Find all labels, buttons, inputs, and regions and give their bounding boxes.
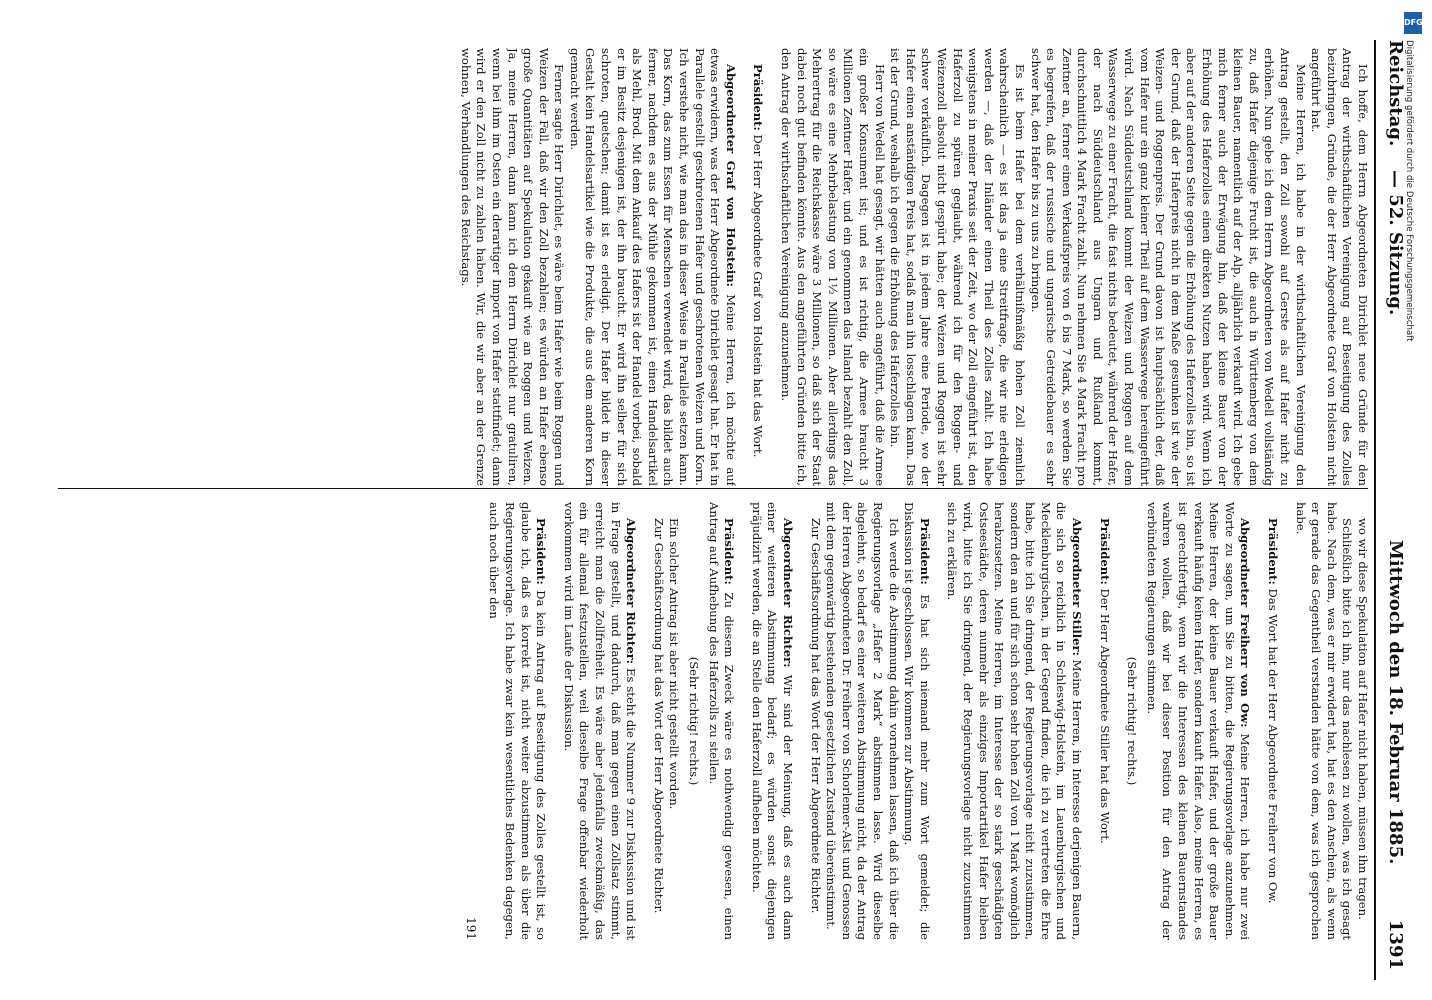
paragraph: Schließlich bitte ich ihn, nur das nachlesen zu wollen, was ich gesagt habe. Nach dem, was er mir erwidert hat, hat es den Anschein, als wenn er gerade das Gegentheil verstanden hätte von dem, was ich gesprochen habe.	[1293, 502, 1355, 940]
paragraph: Meine Herren, ich habe in der wirthschaftlichen Vereinigung den Antrag gestellt, den Zoll sowohl auf Gerste als auf Hafer nicht zu erhöhen. Nun gebe ich dem Herrn Abgeordneten von Wedell vollständig zu, daß Hafer diejenige Frucht ist, die auch in Württemberg von dem kleinen Bauer, namentlich auf der Alp, alljährlich verkauft wird. Ich gebe mich ferner auch der Erwägung hin, daß der kleine Bauer von der Erhöhung des Haferzolles einen direkten Nutzen haben wird. Wenn ich aber auf der anderen Seite gegen die Erhöhung des Haferzolles bin, so ist der Grund, daß der Haferpreis nicht in dem Maße gesunken ist wie der Weizen- und Roggenpreis. Der Grund davon ist hauptsächlich der, daß vom Hafer nur ein ganz kleiner Theil auf dem Wasserwege hereingeführt wird. Nach Süddeutschland kommt der Weizen und Roggen auf dem Wasserwege zu einer Fracht, die fast nichts bedeutet, während der Hafer, der nach Süddeutschland aus Ungarn und Rußland kommt, durchschnittlich 4 Mark Fracht zahlt. Nun nehmen Sie 4 Mark Fracht pro Zentner an, ferner einen Verkaufspreis von 6 bis 7 Mark, so werden Sie es begreifen, daß der russische und ungarische Getreidebauer es sehr schwer hat, den Hafer bis zu uns zu bringen.	[1028, 48, 1308, 486]
speaker-name: Abgeordneter Richter:	[624, 518, 639, 665]
paragraph: Präsident: Der Herr Abgeordnete Graf von Holstein hat das Wort.	[751, 64, 766, 458]
speaker-name: Abgeordneter Freiherr von Ow:	[1238, 518, 1253, 728]
paragraph: Abgeordneter Richter: Es steht die Nummer 9 zur Diskussion und ist in Frage gestellt, und dadurch, daß man gegen einen Zollsatz stimmt, erreicht man die Zollfreiheit. Es wäre aber jedenfalls zweckmäßig, das ein für allemal festzustellen, weil dieselbe Frage offenbar wiederholt vorkommen wird im Laufe der Diskussion.	[561, 502, 639, 940]
paragraph: Präsident: Da kein Antrag auf Beseitigung des Zolles gestellt ist, so glaube ich, daß es korrekt ist, nicht weiter abzustimmen als über die Regierungsvorlage. Ich habe zwar kein wesentliches Bedenken dagegen, auch noch über den	[487, 502, 549, 940]
digitization-note: Digitalisierung gefördert durch die Deutsche Forschungsgemeinschaft	[1404, 40, 1414, 342]
paragraph: (Sehr richtig! rechts.)	[687, 656, 702, 786]
right-column	[50, 502, 1370, 940]
paragraph: Zur Geschäftsordnung hat das Wort der Herr Abgeordnete Richter.	[651, 518, 666, 914]
paragraph: Es ist beim Hafer bei dem verhältnißmäßig hohen Zoll ziemlich wahrscheinlich — es ist das ja eine Streitfrage, die wir nie erledigen werden —, daß der Inländer einen Theil des Zolles zahlt. Ich habe wenigstens in meiner Praxis seit der Zeit, wo der Zoll eingeführt ist, den Haferzoll zu spüren geglaubt, während ich für den Roggen- und Weizenzoll absolut nicht gespürt habe; der Weizen und Roggen ist sehr schwer verkäuflich. Dagegen ist in jedem Jahre eine Periode, wo der Hafer einen anständigen Preis hat, sodaß man ihn losschlagen kann. Das ist der Grund, weshalb ich gegen die Erhöhung des Haferzolles bin.	[888, 48, 1027, 486]
page-number: 1391	[1385, 919, 1406, 970]
speaker-name: Präsident:	[534, 518, 549, 585]
paragraph: Abgeordneter Graf von Holstein: Meine Herren, ich möchte auf etwas erwidern, was der Herr Abgeordnete Dirichlet gesagt hat. Er hat in Parallele gestellt geschrotenen Hafer und geschrotenen Weizen und Korn. Ich verstehe nicht, wie man das in dieser Weise in Parallele setzen kann. Das Korn, das zum Essen für Menschen verwendet wird, das bildet auch ferner, nachdem es aus der Mühle gekommen ist, einen Handelsartikel als Mehl, Brod. Mit dem Ankauf des Hafers ist der Handel vorbei, sobald er im Besitz desjenigen ist, der ihn braucht. Er wird ihn selber für sich schroten, quetschen; damit ist es erledigt. Der Hafer bildet in dieser Gestalt kein Handelsartikel wie die Produkte, die aus dem anderen Korn gemacht werden.	[567, 48, 738, 486]
column-divider	[58, 488, 1368, 489]
speaker-name: Präsident:	[1266, 518, 1281, 585]
paragraph: Abgeordneter Stiller: Meine Herren, im Interesse derjenigen Bauern, die sich so reichlich in Schleswig-Holstein, im Lauenburgischen und Mecklenburgischen, in der Gegend finden, die ich zu vertreten die Ehre habe, bitte ich Sie dringend, der Regierungsvorlage nicht zuzustimmen, sondern den an und für sich schon sehr hohen Zoll von 1 Mark womöglich herabzusetzen. Meine Herren, im Interesse der so stark geschädigten Ostseestädte, deren nunmehr als einziges Importartikel Hafer bleiben wird, bitte ich Sie dringend, der Regierungsvorlage nicht zuzustimmen sich zu erklären.	[945, 502, 1085, 940]
left-column	[50, 48, 1370, 486]
paragraph: wo wir diese Spekulation auf Hafer nicht haben, müssen ihn tragen.	[1356, 518, 1370, 920]
paragraph: Ich hoffe, dem Herrn Abgeordneten Dirichlet neue Gründe für den Antrag der wirthschaftlichen Vereinigung auf Beseitigung des Zolles beizubringen, Gründe, die der Herr Abgeordnete Graf von Holstein nicht angeführt hat.	[1309, 48, 1370, 486]
paragraph: Ich werde die Abstimmung dahin vornehmen lassen, daß ich über die Regierungsvorlage „Hafer 2 Mark“ abstimmen lasse. Wird dieselbe abgelehnt, so bedarf es einer weiteren Abstimmung nicht, da der Antrag der Herren Abgeordneten Dr. Freiherr von Schorlemer-Alst und Genossen mit dem gegenwärtig bestehenden gesetzlichen Zustand übereinstimmt.	[824, 502, 901, 940]
dfg-logo: DFG	[1404, 12, 1422, 34]
paragraph: Präsident: Es hat sich niemand mehr zum Wort gemeldet; die Diskussion ist geschlossen. Wir kommen zur Abstimmung.	[902, 502, 932, 940]
paragraph: Präsident: Das Wort hat der Herr Abgeordnete Freiherr von Ow.	[1266, 518, 1281, 904]
speaker-name: Präsident:	[751, 64, 766, 131]
paragraph: Ferner sagte Herr Dirichlet, es wäre beim Hafer wie beim Roggen und Weizen der Fall, daß wir den Zoll bezahlen; es würden an Hafer ebenso große Quantitäten auf Spekulation gekauft wie an Roggen und Weizen. Ja, meine Herren, dann kann ich dem Herrn Dirichlet nur gratuliren, wenn bei ihm im Osten ein derartiger Import von Hafer stattfindet; dann wird er den Zoll nicht zu zahlen haben. Wir, die wir aber an der Grenze wohnen, Verhandlungen des Reichstags.	[458, 48, 567, 486]
paragraph: (Sehr richtig! rechts.)	[1125, 656, 1140, 786]
side-strip	[1396, 10, 1432, 996]
speaker-name: Abgeordneter Stiller:	[1070, 518, 1085, 656]
header-date: Mittwoch den 18. Februar 1885.	[1385, 540, 1406, 865]
paragraph: Abgeordneter Richter: Wir sind der Meinung, daß es auch dann einer weiteren Abstimmung bedarf; es würden sonst diejenigen präjudizirt werden, die an Stelle den Haferzoll aufheben möchten.	[749, 502, 795, 940]
paragraph: Präsident: Zu diesem Zweck wäre es nothwendig gewesen, einen Antrag auf Aufhebung des Haferzolls zu stellen.	[706, 502, 737, 940]
paragraph: Abgeordneter Freiherr von Ow: Meine Herren, ich habe nur zwei Worte zu sagen, um Sie zu bitten, die Regierungsvorlage anzunehmen. Meine Herren, der kleine Bauer verkauft Hafer, und der große Bauer verkauft häufig keinen Hafer, sondern kauft Hafer. Also, meine Herren, es ist gerechtfertigt, wenn wir die Interessen des kleinen Bauernstandes wahren wollen, daß wir bei dieser Position für den Antrag der verbündeten Regierungen stimmen.	[1144, 502, 1253, 940]
paragraph: Präsident: Der Herr Abgeordnete Stiller hat das Wort.	[1097, 518, 1112, 844]
paragraph: Zur Geschäftsordnung hat das Wort der Herr Abgeordnete Richter.	[808, 518, 823, 914]
paragraph: Herr von Wedell hat gesagt, wir hätten auch angeführt, daß die Armee ein großer Konsument ist; und es ist richtig, die Armee braucht 3 Millionen Zentner Hafer, und ein genommen das Inland bezahlt den Zoll, so wäre es eine Mehrbelastung von 1½ Millionen. Aber allerdings das Mehrertrag für die Reichskasse wäre 3 Millionen, so daß sich der Staat dabei noch gut befinden könnte. Aus den angeführten Gründen bitte ich, den Antrag der wirthschaftlichen Vereinigung anzunehmen.	[779, 48, 887, 486]
header-rule	[1374, 40, 1376, 980]
speaker-name: Präsident:	[722, 518, 737, 585]
header-session: — 52. Sitzung.	[1385, 170, 1406, 316]
signature-number: 191	[463, 917, 478, 940]
speaker-name: Präsident:	[917, 518, 932, 585]
paragraph: Ein solcher Antrag ist aber nicht gestellt worden.	[667, 518, 682, 810]
speaker-name: Abgeordneter Richter:	[781, 518, 795, 668]
speaker-name: Präsident:	[1097, 518, 1112, 585]
speaker-name: Abgeordneter Graf von Holstein:	[723, 64, 738, 287]
header-left: Reichstag.	[1385, 40, 1406, 147]
